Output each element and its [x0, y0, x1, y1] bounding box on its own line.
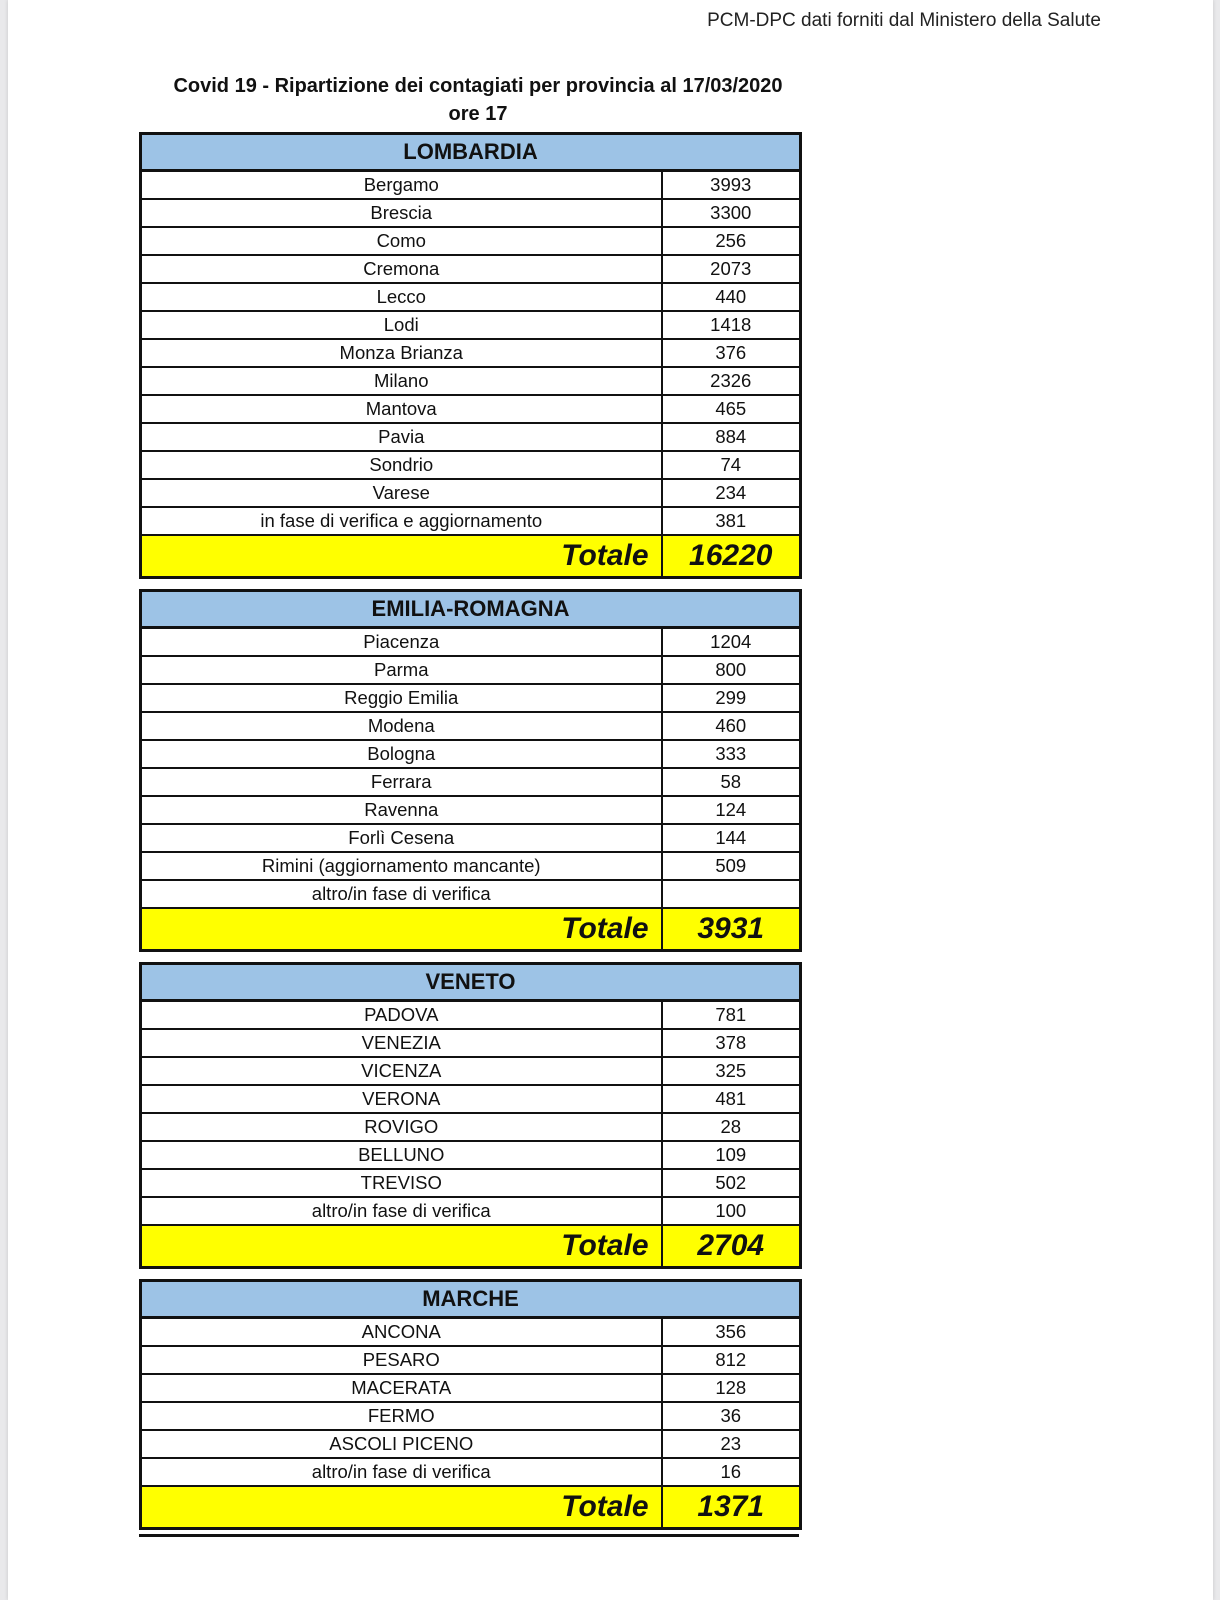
table-row — [141, 255, 801, 283]
case-count: 124 — [662, 796, 801, 824]
case-count: 144 — [662, 824, 801, 852]
province-name: VENEZIA — [141, 1029, 662, 1057]
total-row — [141, 535, 801, 578]
case-count: 465 — [662, 395, 801, 423]
region-header: LOMBARDIA — [141, 134, 801, 171]
province-name: Sondrio — [141, 451, 662, 479]
table-row — [141, 1113, 801, 1141]
province-name: VICENZA — [141, 1057, 662, 1085]
region-header: MARCHE — [141, 1281, 801, 1318]
province-name: Como — [141, 227, 662, 255]
province-name: Monza Brianza — [141, 339, 662, 367]
province-name: PESARO — [141, 1346, 662, 1374]
province-name: Piacenza — [141, 628, 662, 657]
province-name: TREVISO — [141, 1169, 662, 1197]
table-row — [141, 1374, 801, 1402]
case-count: 109 — [662, 1141, 801, 1169]
table-row — [141, 171, 801, 200]
table-row — [141, 712, 801, 740]
province-name: altro/in fase di verifica — [141, 1458, 662, 1486]
case-count: 481 — [662, 1085, 801, 1113]
table-row — [141, 311, 801, 339]
case-count: 299 — [662, 684, 801, 712]
table-row — [141, 768, 801, 796]
province-name: Pavia — [141, 423, 662, 451]
province-name: ROVIGO — [141, 1113, 662, 1141]
table-row — [141, 199, 801, 227]
table-row — [141, 1197, 801, 1225]
total-row — [141, 1486, 801, 1529]
case-count: 234 — [662, 479, 801, 507]
region-header: EMILIA-ROMAGNA — [141, 591, 801, 628]
case-count: 812 — [662, 1346, 801, 1374]
total-value: 1371 — [662, 1486, 801, 1529]
total-value: 2704 — [662, 1225, 801, 1268]
table-row — [141, 507, 801, 535]
table-row — [141, 824, 801, 852]
table-row — [141, 1169, 801, 1197]
table-row — [141, 880, 801, 908]
province-name: Cremona — [141, 255, 662, 283]
province-name: altro/in fase di verifica — [141, 1197, 662, 1225]
case-count: 58 — [662, 768, 801, 796]
province-name: Rimini (aggiornamento mancante) — [141, 852, 662, 880]
province-name: Mantova — [141, 395, 662, 423]
case-count: 884 — [662, 423, 801, 451]
case-count: 1204 — [662, 628, 801, 657]
title-line-2: ore 17 — [448, 103, 508, 125]
province-name: Parma — [141, 656, 662, 684]
table-row — [141, 1458, 801, 1486]
table-row — [141, 451, 801, 479]
table-row — [141, 423, 801, 451]
closing-rule — [139, 1534, 799, 1537]
total-label: Totale — [141, 1225, 662, 1268]
table-row — [141, 1057, 801, 1085]
region-table — [139, 589, 802, 952]
table-row — [141, 628, 801, 657]
province-name: MACERATA — [141, 1374, 662, 1402]
province-name: BELLUNO — [141, 1141, 662, 1169]
table-row — [141, 1402, 801, 1430]
region-table — [139, 1279, 802, 1530]
table-row — [141, 656, 801, 684]
province-name: Lodi — [141, 311, 662, 339]
total-value: 3931 — [662, 908, 801, 951]
table-row — [141, 227, 801, 255]
table-row — [141, 395, 801, 423]
total-value: 16220 — [662, 535, 801, 578]
case-count: 2326 — [662, 367, 801, 395]
case-count: 2073 — [662, 255, 801, 283]
table-row — [141, 339, 801, 367]
province-name: Varese — [141, 479, 662, 507]
case-count: 16 — [662, 1458, 801, 1486]
table-row — [141, 852, 801, 880]
province-name: FERMO — [141, 1402, 662, 1430]
province-name: Bologna — [141, 740, 662, 768]
table-row — [141, 1001, 801, 1030]
table-row — [141, 1430, 801, 1458]
total-label: Totale — [141, 535, 662, 578]
case-count: 3300 — [662, 199, 801, 227]
case-count: 1418 — [662, 311, 801, 339]
province-name: ANCONA — [141, 1318, 662, 1347]
case-count: 502 — [662, 1169, 801, 1197]
table-row — [141, 684, 801, 712]
source-note: PCM-DPC dati forniti dal Ministero della Salute — [707, 10, 1101, 31]
case-count: 100 — [662, 1197, 801, 1225]
table-row — [141, 479, 801, 507]
case-count: 23 — [662, 1430, 801, 1458]
table-row — [141, 1346, 801, 1374]
province-name: Milano — [141, 367, 662, 395]
province-name: Reggio Emilia — [141, 684, 662, 712]
table-row — [141, 1318, 801, 1347]
table-row — [141, 1085, 801, 1113]
case-count: 325 — [662, 1057, 801, 1085]
province-name: Lecco — [141, 283, 662, 311]
total-label: Totale — [141, 908, 662, 951]
case-count: 509 — [662, 852, 801, 880]
case-count: 381 — [662, 507, 801, 535]
table-row — [141, 796, 801, 824]
province-name: altro/in fase di verifica — [141, 880, 662, 908]
total-label: Totale — [141, 1486, 662, 1529]
total-row — [141, 908, 801, 951]
case-count: 460 — [662, 712, 801, 740]
province-name: PADOVA — [141, 1001, 662, 1030]
case-count: 256 — [662, 227, 801, 255]
document-page — [8, 0, 1213, 1600]
title-line-1: Covid 19 - Ripartizione dei contagiati per provincia al 17/03/2020 — [173, 75, 783, 97]
region-table — [139, 132, 802, 579]
region-tables — [139, 132, 807, 1537]
document-title — [138, 72, 818, 128]
total-row — [141, 1225, 801, 1268]
case-count — [662, 880, 801, 908]
table-row — [141, 1141, 801, 1169]
province-name: Modena — [141, 712, 662, 740]
case-count: 3993 — [662, 171, 801, 200]
case-count: 28 — [662, 1113, 801, 1141]
case-count: 800 — [662, 656, 801, 684]
province-name: Bergamo — [141, 171, 662, 200]
case-count: 36 — [662, 1402, 801, 1430]
province-name: Ferrara — [141, 768, 662, 796]
region-header: VENETO — [141, 964, 801, 1001]
table-row — [141, 740, 801, 768]
province-name: Ravenna — [141, 796, 662, 824]
province-name: VERONA — [141, 1085, 662, 1113]
case-count: 378 — [662, 1029, 801, 1057]
case-count: 376 — [662, 339, 801, 367]
case-count: 440 — [662, 283, 801, 311]
province-name: in fase di verifica e aggiornamento — [141, 507, 662, 535]
case-count: 74 — [662, 451, 801, 479]
table-row — [141, 367, 801, 395]
table-row — [141, 283, 801, 311]
province-name: Forlì Cesena — [141, 824, 662, 852]
case-count: 356 — [662, 1318, 801, 1347]
case-count: 128 — [662, 1374, 801, 1402]
table-row — [141, 1029, 801, 1057]
case-count: 333 — [662, 740, 801, 768]
region-table — [139, 962, 802, 1269]
province-name: Brescia — [141, 199, 662, 227]
province-name: ASCOLI PICENO — [141, 1430, 662, 1458]
case-count: 781 — [662, 1001, 801, 1030]
